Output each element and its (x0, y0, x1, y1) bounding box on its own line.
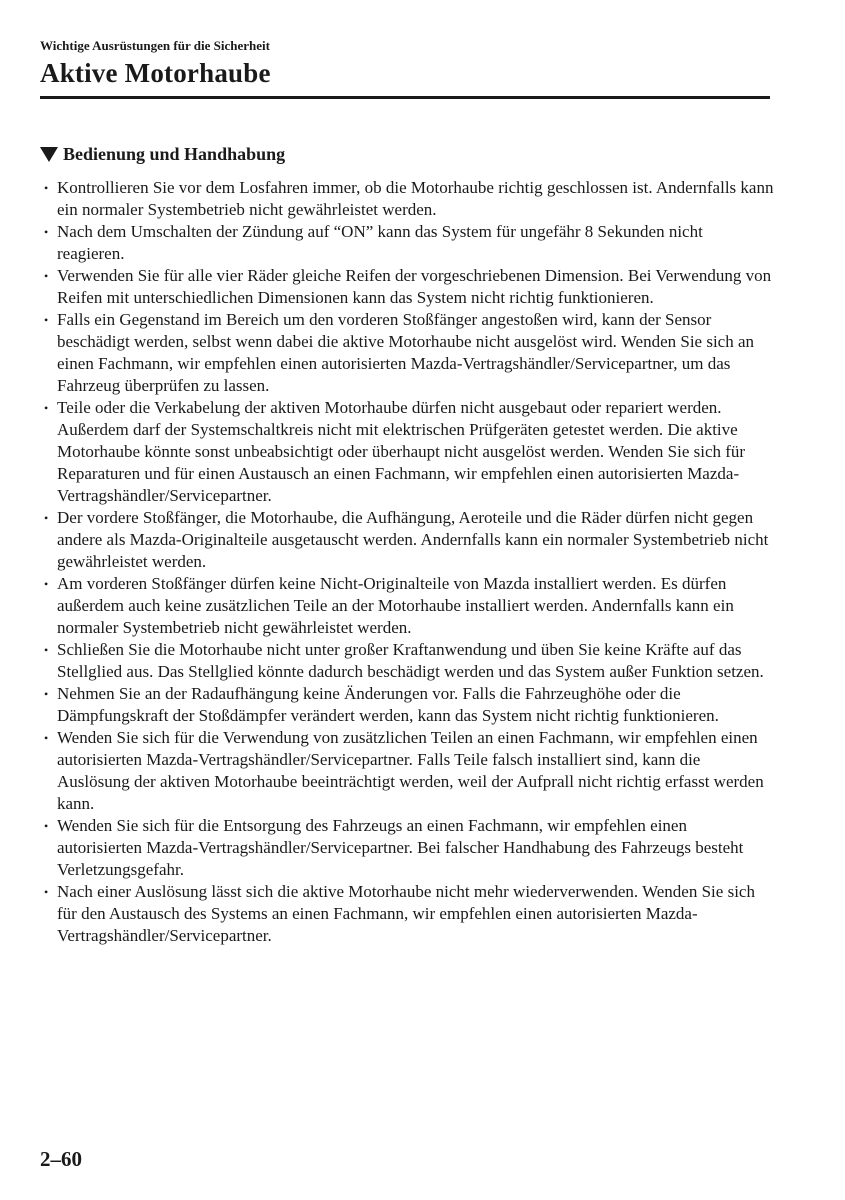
list-item: • Nach einer Auslösung lässt sich die aktive Motorhaube nicht mehr wiederverwenden. Wenden Sie sich für den Austausch des Systems an einen Fachmann, wir empfehlen einen autorisierten Mazda-Vertragshändler/Servicepartner. (44, 881, 774, 947)
list-item: • Der vordere Stoßfänger, die Motorhaube, die Aufhängung, Aeroteile und die Räder dürfen nicht gegen andere als Mazda-Originalteile ausgetauscht werden. Andernfalls kann ein normaler Systembetrieb nicht gewährleistet werden. (44, 507, 774, 573)
page-number: 2–60 (40, 1147, 82, 1171)
subheading (40, 142, 285, 166)
bullet-list (44, 177, 774, 947)
list-item: • Verwenden Sie für alle vier Räder gleiche Reifen der vorgeschriebenen Dimension. Bei Verwendung von Reifen mit unterschiedlichen Dimensionen kann das System nicht richtig funktionieren. (44, 265, 774, 309)
list-item: • Nach dem Umschalten der Zündung auf “ON” kann das System für ungefähr 8 Sekunden nicht reagieren. (44, 221, 774, 265)
list-item: • Kontrollieren Sie vor dem Losfahren immer, ob die Motorhaube richtig geschlossen ist. Andernfalls kann ein normaler Systembetrieb nicht gewährleistet werden. (44, 177, 774, 221)
page-header (40, 38, 770, 99)
subheading-text: Bedienung und Handhabung (63, 144, 286, 164)
list-item: • Nehmen Sie an der Radaufhängung keine Änderungen vor. Falls die Fahrzeughöhe oder die Dämpfungskraft der Stoßdämpfer verändert werden, kann das System nicht richtig funktionieren. (44, 683, 774, 727)
list-item: • Am vorderen Stoßfänger dürfen keine Nicht-Originalteile von Mazda installiert werden. Es dürfen außerdem auch keine zusätzlichen Teile an der Motorhaube installiert werden. Andernfalls kann ein normaler Systembetrieb nicht gewährleistet werden. (44, 573, 774, 639)
list-item: • Schließen Sie die Motorhaube nicht unter großer Kraftanwendung und üben Sie keine Kräfte auf das Stellglied aus. Das Stellglied könnte dadurch beschädigt werden und das System außer Funktion setzen. (44, 639, 774, 683)
section-label: Wichtige Ausrüstungen für die Sicherheit (40, 38, 270, 53)
list-item: • Teile oder die Verkabelung der aktiven Motorhaube dürfen nicht ausgebaut oder repariert werden. Außerdem darf der Systemschaltkreis nicht mit elektrischen Prüfgeräten getestet werden. Die aktive Motorhaube könnte sonst unbeabsichtigt oder überhaupt nicht ausgelöst werden. Wenden Sie sich für Reparaturen und für einen Austausch an einen Fachmann, wir empfehlen einen autorisierten Mazda-Vertragshändler/Servicepartner. (44, 397, 774, 507)
page-title: Aktive Motorhaube (40, 58, 271, 88)
list-item: • Falls ein Gegenstand im Bereich um den vorderen Stoßfänger angestoßen wird, kann der Sensor beschädigt werden, selbst wenn dabei die aktive Motorhaube nicht ausgelöst wird. Wenden Sie sich an einen Fachmann, wir empfehlen einen autorisierten Mazda-Vertragshändler/Servicepartner, um das Fahrzeug überprüfen zu lassen. (44, 309, 774, 397)
list-item: • Wenden Sie sich für die Verwendung von zusätzlichen Teilen an einen Fachmann, wir empfehlen einen autorisierten Mazda-Vertragshändler/Servicepartner. Falls Teile falsch installiert sind, kann die Auslösung der aktiven Motorhaube beeinträchtigt werden, weil der Aufprall nicht richtig erfasst werden kann. (44, 727, 774, 815)
list-item: • Wenden Sie sich für die Entsorgung des Fahrzeugs an einen Fachmann, wir empfehlen einen autorisierten Mazda-Vertragshändler/Servicepartner. Bei falscher Handhabung des Fahrzeugs besteht Verletzungsgefahr. (44, 815, 774, 881)
down-triangle-icon (40, 147, 58, 162)
title-rule (40, 96, 770, 99)
